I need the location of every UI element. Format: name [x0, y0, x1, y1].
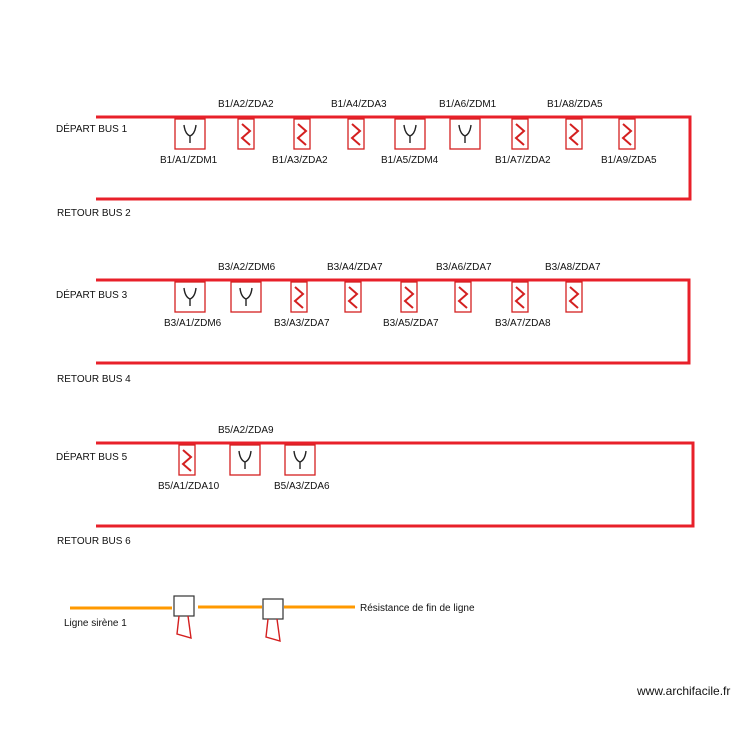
manual-call-point-box — [175, 282, 205, 312]
device-label: B3/A8/ZDA7 — [545, 262, 601, 273]
manual-call-point-box — [285, 445, 315, 475]
retour-bus-label: RETOUR BUS 2 — [57, 208, 131, 219]
device-label: B3/A4/ZDA7 — [327, 262, 383, 273]
siren-box — [174, 596, 194, 616]
device-label: B1/A3/ZDA2 — [272, 155, 328, 166]
siren-horn-icon — [177, 616, 191, 638]
device-label: B1/A8/ZDA5 — [547, 99, 603, 110]
depart-bus-label: DÉPART BUS 3 — [56, 290, 128, 301]
device-label: B3/A2/ZDM6 — [218, 262, 276, 273]
device-label: B1/A1/ZDM1 — [160, 155, 218, 166]
retour-bus-label: RETOUR BUS 6 — [57, 536, 131, 547]
depart-bus-label: DÉPART BUS 5 — [56, 452, 128, 463]
manual-call-point-box — [450, 119, 480, 149]
device-label: B3/A7/ZDA8 — [495, 318, 551, 329]
siren-line-label: Ligne sirène 1 — [64, 618, 127, 629]
device-label: B1/A7/ZDA2 — [495, 155, 551, 166]
device-label: B3/A5/ZDA7 — [383, 318, 439, 329]
manual-call-point-box — [395, 119, 425, 149]
device-label: B1/A5/ZDM4 — [381, 155, 439, 166]
manual-call-point-box — [175, 119, 205, 149]
device-label: B5/A3/ZDA6 — [274, 481, 330, 492]
watermark: www.archifacile.fr — [637, 684, 731, 698]
device-label: B3/A6/ZDA7 — [436, 262, 492, 273]
siren-box — [263, 599, 283, 619]
device-label: B1/A6/ZDM1 — [439, 99, 497, 110]
retour-bus-label: RETOUR BUS 4 — [57, 374, 131, 385]
manual-call-point-box — [231, 282, 261, 312]
siren-horn-icon — [266, 619, 280, 641]
device-label: B1/A9/ZDA5 — [601, 155, 657, 166]
device-label: B3/A1/ZDM6 — [164, 318, 222, 329]
depart-bus-label: DÉPART BUS 1 — [56, 124, 128, 135]
device-label: B5/A1/ZDA10 — [158, 481, 220, 492]
device-label: B1/A2/ZDA2 — [218, 99, 274, 110]
end-of-line-resistor-label: Résistance de fin de ligne — [360, 603, 475, 614]
manual-call-point-box — [230, 445, 260, 475]
device-label: B1/A4/ZDA3 — [331, 99, 387, 110]
device-label: B5/A2/ZDA9 — [218, 425, 274, 436]
device-label: B3/A3/ZDA7 — [274, 318, 330, 329]
